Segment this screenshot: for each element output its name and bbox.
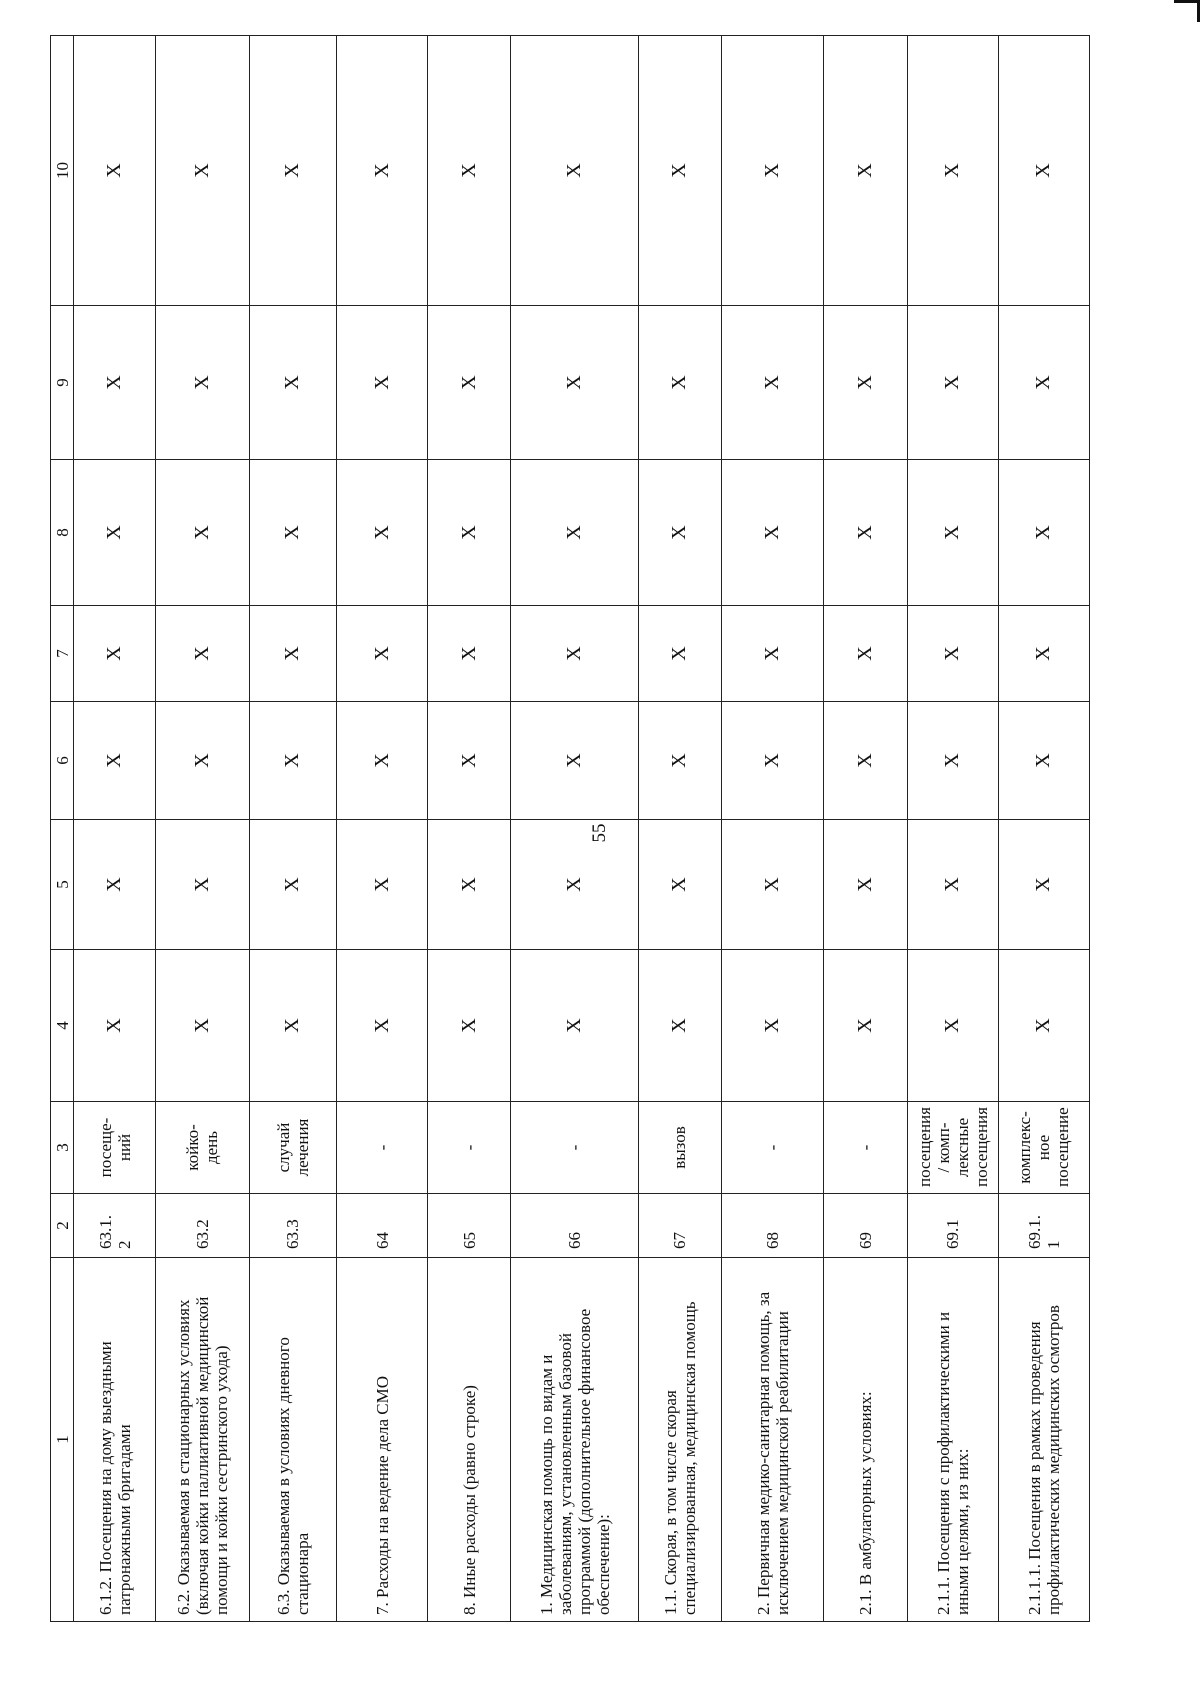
x-mark-cell: X	[428, 306, 510, 460]
row-code-cell: 69.1. 1	[998, 1194, 1089, 1258]
x-mark-cell: X	[998, 606, 1089, 702]
x-mark-cell: X	[998, 820, 1089, 950]
x-mark-cell: X	[824, 460, 908, 606]
x-mark-cell: X	[337, 36, 428, 306]
x-mark-cell: X	[249, 606, 337, 702]
x-mark-cell: X	[998, 306, 1089, 460]
row-name-cell: 6.1.2. Посещения на дому выездными патронажными бригадами	[74, 1258, 156, 1622]
x-mark-cell: X	[907, 950, 998, 1102]
x-mark-cell: X	[510, 606, 638, 702]
x-mark-cell: X	[337, 460, 428, 606]
header-cell: 1	[51, 1258, 74, 1622]
row-code-cell: 63.2	[156, 1194, 249, 1258]
x-mark-cell: X	[337, 306, 428, 460]
x-mark-cell: X	[510, 820, 638, 950]
x-mark-cell: X	[824, 306, 908, 460]
x-mark-cell: X	[824, 950, 908, 1102]
unit-cell: -	[510, 1102, 638, 1194]
row-code-cell: 64	[337, 1194, 428, 1258]
x-mark-cell: X	[428, 702, 510, 820]
x-mark-cell: X	[337, 950, 428, 1102]
header-cell: 9	[51, 306, 74, 460]
x-mark-cell: X	[510, 950, 638, 1102]
row-code-cell: 69	[824, 1194, 908, 1258]
x-mark-cell: X	[156, 36, 249, 306]
x-mark-cell: X	[998, 36, 1089, 306]
header-cell: 4	[51, 950, 74, 1102]
rotated-table-container	[50, 36, 1090, 1622]
row-code-cell: 65	[428, 1194, 510, 1258]
row-code-cell: 68	[721, 1194, 824, 1258]
row-name-cell: 1.1. Скорая, в том числе скорая специализированная, медицинская помощь	[639, 1258, 721, 1622]
unit-cell: -	[721, 1102, 824, 1194]
x-mark-cell: X	[824, 820, 908, 950]
x-mark-cell: X	[249, 702, 337, 820]
x-mark-cell: X	[156, 702, 249, 820]
x-mark-cell: X	[156, 820, 249, 950]
x-mark-cell: X	[156, 606, 249, 702]
row-code-cell: 67	[639, 1194, 721, 1258]
row-name-cell: 1. Медицинская помощь по видам и заболеваниям, установленным базовой программой (дополнительное финансовое обеспечение):	[510, 1258, 638, 1622]
row-name-cell: 6.3. Оказываемая в условиях дневного стационара	[249, 1258, 337, 1622]
row-code-cell: 69.1	[907, 1194, 998, 1258]
row-code-cell: 66	[510, 1194, 638, 1258]
x-mark-cell: X	[639, 36, 721, 306]
unit-cell: -	[337, 1102, 428, 1194]
x-mark-cell: X	[249, 306, 337, 460]
x-mark-cell: X	[721, 820, 824, 950]
x-mark-cell: X	[428, 950, 510, 1102]
header-cell: 8	[51, 460, 74, 606]
unit-cell: -	[428, 1102, 510, 1194]
x-mark-cell: X	[824, 606, 908, 702]
x-mark-cell: X	[74, 950, 156, 1102]
unit-cell: посещения / комп- лексные посещения	[907, 1102, 998, 1194]
x-mark-cell: X	[907, 702, 998, 820]
x-mark-cell: X	[721, 460, 824, 606]
page-edge-mark	[1174, 0, 1200, 22]
x-mark-cell: X	[337, 820, 428, 950]
x-mark-cell: X	[249, 36, 337, 306]
x-mark-cell: X	[998, 702, 1089, 820]
x-mark-cell: X	[639, 702, 721, 820]
header-cell: 6	[51, 702, 74, 820]
unit-cell: комплекс- ное посещение	[998, 1102, 1089, 1194]
x-mark-cell: X	[156, 306, 249, 460]
x-mark-cell: X	[721, 702, 824, 820]
x-mark-cell: X	[74, 702, 156, 820]
x-mark-cell: X	[639, 306, 721, 460]
x-mark-cell: X	[721, 950, 824, 1102]
x-mark-cell: X	[907, 36, 998, 306]
row-name-cell: 6.2. Оказываемая в стационарных условиях (включая койки паллиативной медицинской помощи и койки сестринского ухода)	[156, 1258, 249, 1622]
x-mark-cell: X	[249, 820, 337, 950]
x-mark-cell: X	[74, 306, 156, 460]
x-mark-cell: X	[428, 606, 510, 702]
x-mark-cell: X	[998, 950, 1089, 1102]
row-code-cell: 63.3	[249, 1194, 337, 1258]
x-mark-cell: X	[428, 36, 510, 306]
x-mark-cell: X	[639, 606, 721, 702]
table-row	[156, 36, 249, 1622]
x-mark-cell: X	[721, 36, 824, 306]
row-name-cell: 7. Расходы на ведение дела СМО	[337, 1258, 428, 1622]
x-mark-cell: X	[156, 460, 249, 606]
x-mark-cell: X	[74, 820, 156, 950]
table-row	[510, 36, 638, 1622]
row-name-cell: 8. Иные расходы (равно строке)	[428, 1258, 510, 1622]
x-mark-cell: X	[510, 36, 638, 306]
x-mark-cell: X	[74, 36, 156, 306]
x-mark-cell: X	[824, 36, 908, 306]
x-mark-cell: X	[428, 820, 510, 950]
x-mark-cell: X	[639, 820, 721, 950]
header-cell: 5	[51, 820, 74, 950]
x-mark-cell: X	[249, 460, 337, 606]
x-mark-cell: X	[249, 950, 337, 1102]
unit-cell: -	[824, 1102, 908, 1194]
header-cell: 10	[51, 36, 74, 306]
header-cell: 2	[51, 1194, 74, 1258]
x-mark-cell: X	[639, 950, 721, 1102]
row-code-cell: 63.1. 2	[74, 1194, 156, 1258]
x-mark-cell: X	[510, 306, 638, 460]
x-mark-cell: X	[74, 460, 156, 606]
x-mark-cell: X	[907, 820, 998, 950]
x-mark-cell: X	[337, 606, 428, 702]
unit-cell: вызов	[639, 1102, 721, 1194]
table-row	[249, 36, 337, 1622]
x-mark-cell: X	[998, 460, 1089, 606]
x-mark-cell: X	[428, 460, 510, 606]
x-mark-cell: X	[74, 606, 156, 702]
header-cell: 7	[51, 606, 74, 702]
x-mark-cell: X	[156, 950, 249, 1102]
table-row	[74, 36, 156, 1622]
unit-cell: посеще- ний	[74, 1102, 156, 1194]
row-name-cell: 2. Первичная медико-санитарная помощь, за исключением медицинской реабилитации	[721, 1258, 824, 1622]
x-mark-cell: X	[907, 460, 998, 606]
row-name-cell: 2.1. В амбулаторных условиях:	[824, 1258, 908, 1622]
table-row	[824, 36, 908, 1622]
page-number: 55	[589, 823, 610, 843]
x-mark-cell: X	[639, 460, 721, 606]
x-mark-cell: X	[510, 460, 638, 606]
header-cell: 3	[51, 1102, 74, 1194]
row-name-cell: 2.1.1. Посещения с профилактическими и иными целями, из них:	[907, 1258, 998, 1622]
x-mark-cell: X	[721, 306, 824, 460]
table-row	[998, 36, 1089, 1622]
table-row	[721, 36, 824, 1622]
x-mark-cell: X	[907, 606, 998, 702]
x-mark-cell: X	[510, 702, 638, 820]
unit-cell: койко- день	[156, 1102, 249, 1194]
x-mark-cell: X	[721, 606, 824, 702]
x-mark-cell: X	[907, 306, 998, 460]
table-row	[428, 36, 510, 1622]
table-row	[639, 36, 721, 1622]
expenses-table	[50, 35, 1090, 1622]
x-mark-cell: X	[337, 702, 428, 820]
unit-cell: случай лечения	[249, 1102, 337, 1194]
header-row	[51, 36, 74, 1622]
table-row	[907, 36, 998, 1622]
x-mark-cell: X	[824, 702, 908, 820]
row-name-cell: 2.1.1.1. Посещения в рамках проведения профилактических медицинских осмотров	[998, 1258, 1089, 1622]
table-row	[337, 36, 428, 1622]
